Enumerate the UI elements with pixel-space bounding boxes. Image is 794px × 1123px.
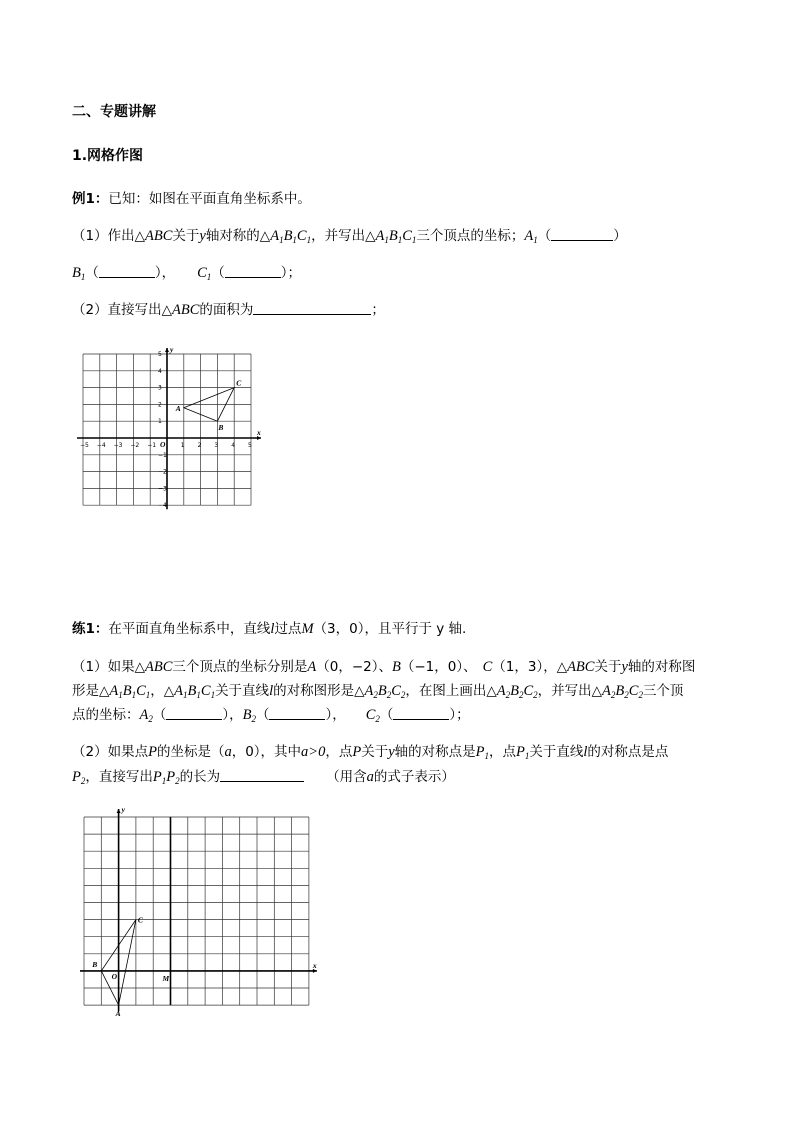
point-label-c: C [236,378,242,388]
point-b1: $B_1$ [72,265,86,282]
paren: （ [152,707,167,723]
y-tick-label: 5 [158,351,162,358]
x-tick-label: 2 [197,442,202,449]
paren: ） [613,228,627,244]
point-a: A [307,659,317,675]
triangle-a1b1c1: $A_1B_1C_1$ [270,228,312,245]
y-tick-label: −4 [158,502,167,510]
example-label: 例1： [72,191,109,207]
var-y: y [388,744,395,760]
practice-text: 在平面直角坐标系中，直线 [108,621,271,637]
p-text: 的对称点是点 [587,744,669,760]
point-c1: $C_1$ [197,265,212,282]
p-text: 点的坐标： [72,707,140,723]
x-axis-label: x [312,960,317,970]
q2-number: （2） [72,302,108,318]
p-text: ，在图上画出△ [405,683,497,699]
p-text: ，直接写出 [85,769,153,785]
coord-b: （−1，0）、 [400,659,477,675]
example-intro: 已知：如图在平面直角坐标系中。 [108,191,311,207]
p-text: 的坐标是（ [156,744,225,760]
x-tick-label: −1 [147,442,157,449]
point-c: C [482,659,493,675]
point-label-a: A [175,403,181,413]
point-a1: $A_1$ [524,228,538,245]
p-text: 轴的对称图 [627,659,696,675]
y-tick-label: 4 [158,367,162,375]
section-title: 二、专题讲解 [72,104,156,120]
paren: （ [379,707,394,723]
p-text: 形是△ [72,683,110,699]
y-tick-label: −2 [158,468,167,476]
triangle-a1b1c1: $A_1B_1C_1$ [174,683,216,700]
y-tick-label: 2 [158,401,162,409]
y-axis-arrow [117,809,121,813]
p-text: 如果点 [107,744,149,760]
var-y: y [621,659,628,675]
point-p1: $P_1$ [516,744,530,761]
comma: ， [332,707,346,723]
paren: ） [154,265,162,281]
semicolon: ； [371,302,385,318]
triangle-abc: ABC [144,659,173,675]
point-c2: $C_2$ [365,707,380,724]
x-tick-label: −4 [96,442,106,449]
q1-text: ，并写出△ [311,228,376,244]
paren: ） [222,707,230,723]
p-text: ，△ [150,683,175,699]
point-label-m: M [162,973,170,983]
q2-number: （2） [72,744,108,760]
y-tick-label: −3 [158,485,167,493]
point-label-b: B [92,959,98,969]
p-text: ，点 [489,744,516,760]
y-tick-label: −1 [158,451,167,459]
var-l: l [583,744,588,760]
q1-text: 作出△ [107,228,145,244]
point-a2: $A_2$ [139,707,153,724]
triangle-abc: ABC [144,228,173,244]
paren: （ [85,265,99,281]
point-p: P [352,744,362,760]
practice-text: 过点 [274,621,302,637]
practice-text: （3，0），且平行于 y 轴. [313,621,467,637]
triangle-abc: ABC [567,659,595,675]
x-tick-label: 5 [248,442,252,449]
p-text: （用含 [326,769,367,785]
semicolon: ； [456,707,470,723]
q2-text: 的面积为 [199,302,254,318]
point-b2: $B_2$ [242,707,256,724]
paren: （ [537,228,552,244]
p-text: 关于直线 [215,683,270,699]
var-y: y [199,228,206,244]
point-label-a: A [115,1009,121,1019]
paren: （ [211,265,225,281]
point-p: P [148,744,157,760]
x-tick-label: 1 [180,442,185,449]
subsection-title: 1.网格作图 [72,148,144,164]
var-a: a [366,769,374,785]
p-text: 关于直线 [529,744,584,760]
triangle-a1b1c1: $A_1B_1C_1$ [109,683,151,700]
x-tick-label: −5 [80,442,89,449]
p-text: 轴的对称点是 [394,744,476,760]
y-axis-label: y [121,805,125,814]
comma: ， [229,707,243,723]
p-text: 关于 [361,744,389,760]
coord-a: （0，−2）、 [316,659,392,675]
var-l: l [269,683,274,699]
x-tick-label: −2 [130,442,140,449]
point-p1: $P_1$ [475,744,489,761]
triangle-a2b2c2: $A_2B_2C_2$ [364,683,406,700]
y-axis-label: y [170,345,174,354]
q2-text: 直接写出△ [107,302,172,318]
point-label-b: B [218,423,224,433]
p-text: 关于 [594,659,622,675]
triangle-a1b1c1: $A_1B_1C_1$ [375,228,417,245]
q1-number: （1） [72,228,108,244]
var-a: a [224,744,232,760]
segment-p1p2: $P_1P_2$ [152,769,180,786]
origin-label: O [160,440,166,449]
x-axis-label: x [257,428,261,437]
p-text: 三个顶 [642,683,684,699]
var-l: l [270,621,275,637]
paren: ） [280,265,288,281]
p-text: 的式子表示） [373,769,455,785]
y-tick-label: 3 [158,384,162,392]
paren: ） [449,707,457,723]
x-tick-label: 3 [214,442,219,449]
p-text: ，0），其中 [231,744,302,760]
condition: a>0 [301,744,326,760]
y-tick-label: 1 [158,418,162,426]
p-text: 如果△ [107,659,145,675]
triangle-a2b2c2: $A_2B_2C_2$ [496,683,538,700]
p-text: 的长为 [179,769,221,785]
q1-text: 关于 [172,228,200,244]
origin-label: O [111,971,118,981]
semicolon: ； [287,265,302,281]
p-text: 的对称图形是△ [273,683,365,699]
triangle-a2b2c2: $A_2B_2C_2$ [602,683,643,700]
coord-c: （1，3），△ [492,659,568,675]
x-tick-label: −3 [113,442,123,449]
triangle-abc: ABC [171,302,200,318]
x-tick-label: 4 [231,442,236,449]
p-text: 三个顶点的坐标分别是 [172,659,308,675]
p-text: ，点 [325,744,353,760]
point-p2: $P_2$ [72,769,86,786]
paren: ） [325,707,333,723]
q1-text: 三个顶点的坐标； [416,228,525,244]
q1-number: （1） [72,659,108,675]
q1-text: 轴对称的△ [205,228,271,244]
point-m: M [301,621,314,637]
paren: （ [255,707,270,723]
practice-label: 练1： [72,621,109,637]
comma: ， [161,265,176,281]
p-text: ，并写出△ [537,683,603,699]
point-label-c: C [137,915,143,925]
point-b: B [391,659,401,675]
